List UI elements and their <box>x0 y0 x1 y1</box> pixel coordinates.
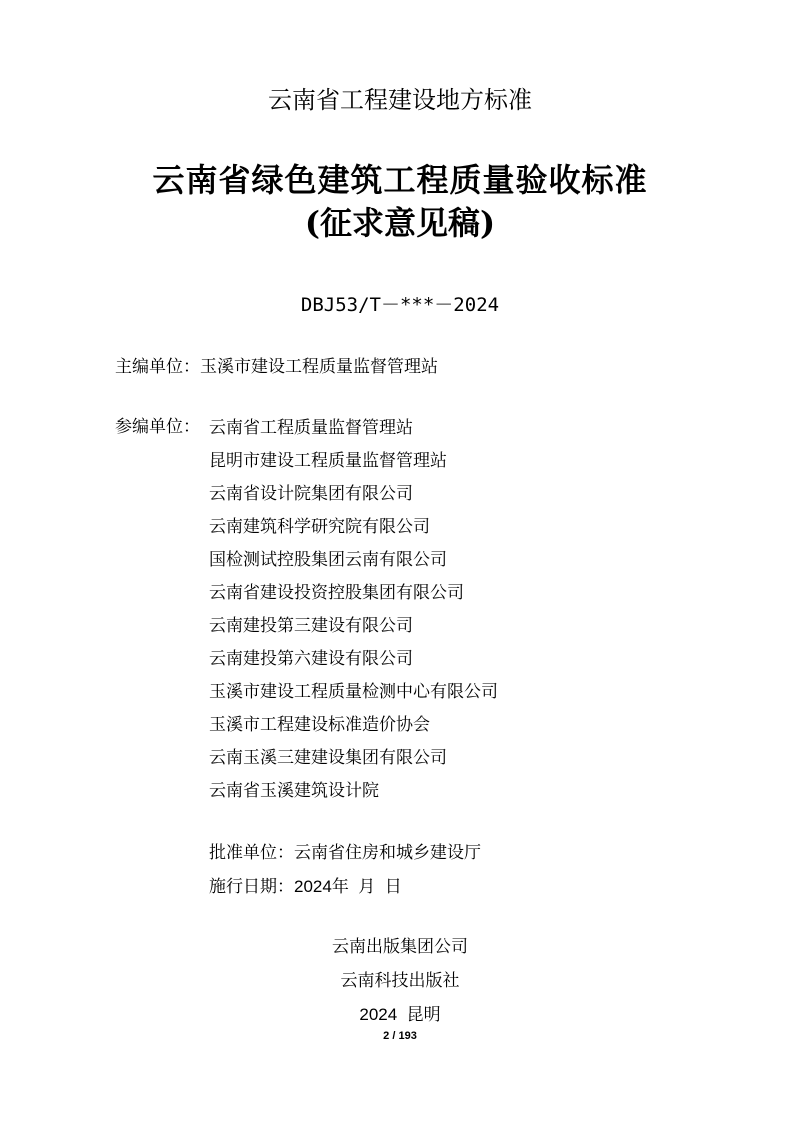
effective-value: 2024年 月 日 <box>294 877 402 896</box>
list-item: 云南省玉溪建筑设计院 <box>209 781 379 801</box>
list-item: 云南建投第六建设有限公司 <box>209 649 413 669</box>
effective-date <box>209 872 402 897</box>
approval <box>209 838 481 863</box>
publish-year-place: 2024 昆明 <box>359 1005 441 1024</box>
document-subtitle: (征求意见稿) <box>304 204 496 242</box>
list-item: 昆明市建设工程质量监督管理站 <box>209 451 447 471</box>
list-item: 云南建投第三建设有限公司 <box>209 616 413 636</box>
list-item: 国检测试控股集团云南有限公司 <box>209 550 447 570</box>
participants-label: 参编单位： <box>115 417 200 437</box>
standard-code: DBJ53/T－***－2024 <box>300 294 500 316</box>
list-item: 云南省工程质量监督管理站 <box>209 418 413 438</box>
list-item: 云南省建设投资控股集团有限公司 <box>209 583 464 603</box>
list-item: 云南玉溪三建建设集团有限公司 <box>209 748 447 768</box>
chief-editor-label: 主编单位： <box>115 357 200 377</box>
page-indicator: 2 / 193 <box>383 1030 417 1042</box>
approval-label: 批准单位： <box>209 843 294 863</box>
chief-editor <box>115 352 438 377</box>
chief-editor-value: 玉溪市建设工程质量监督管理站 <box>200 357 438 377</box>
standard-category: 云南省工程建设地方标准 <box>268 86 532 114</box>
participants-list <box>209 412 498 808</box>
publisher: 云南科技出版社 <box>340 971 460 991</box>
approval-value: 云南省住房和城乡建设厅 <box>294 843 481 863</box>
list-item: 云南省设计院集团有限公司 <box>209 484 413 504</box>
list-item: 云南建筑科学研究院有限公司 <box>209 517 430 537</box>
effective-label: 施行日期： <box>209 877 294 897</box>
list-item: 玉溪市工程建设标准造价协会 <box>209 715 430 735</box>
publisher-group: 云南出版集团公司 <box>332 937 468 957</box>
list-item: 玉溪市建设工程质量检测中心有限公司 <box>209 682 498 702</box>
document-title: 云南省绿色建筑工程质量验收标准 <box>152 161 648 199</box>
